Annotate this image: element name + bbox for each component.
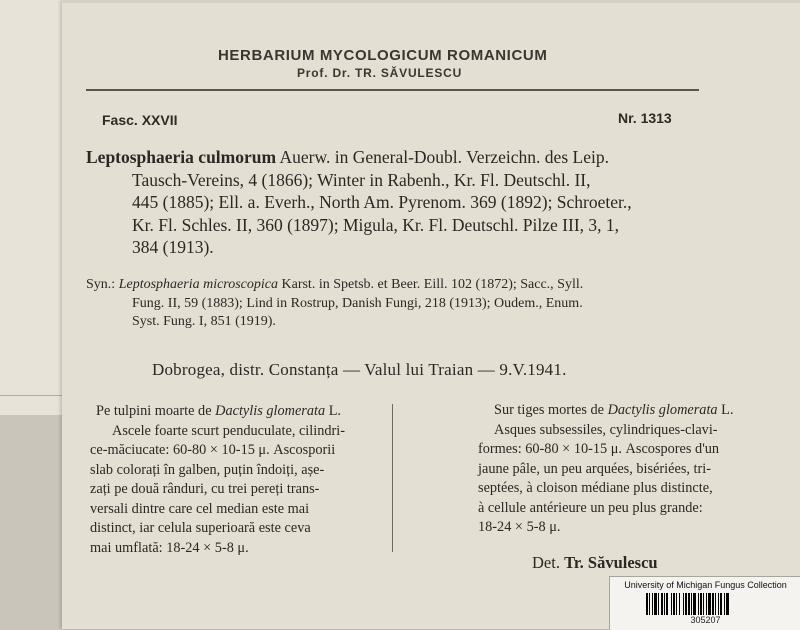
determiner-prefix: Det.: [532, 553, 565, 572]
fr-line-1: [432, 401, 733, 421]
barcode-bar: [688, 593, 690, 615]
header-rule: [86, 89, 699, 91]
fr-line-5: septées, à cloison médiane plus distincte,: [478, 480, 713, 496]
fascicle-number: Fasc. XXVII: [102, 112, 178, 128]
background-sheet: [0, 0, 63, 415]
barcode-bar: [666, 593, 668, 615]
citation-line-1: [86, 146, 704, 169]
fr-line-4: jaune pâle, un peu arquées, bisériées, tri-: [478, 460, 712, 477]
barcode-bar: [673, 593, 675, 615]
fr-line-3: formes: 60-80 × 10-15 μ. Ascospores d'un: [478, 441, 720, 457]
synonym-line-1: [86, 276, 706, 295]
barcode-bar: [652, 593, 653, 615]
citation-text: Auerw. in General-Doubl. Verzeichn. des Leip.: [276, 147, 609, 167]
barcode-bar: [708, 593, 711, 615]
determiner: [532, 553, 658, 573]
ro-line-5: zați pe două rânduri, cu trei pereți trans-: [90, 481, 320, 497]
label-top-edge: [62, 0, 800, 3]
column-divider: [392, 404, 393, 552]
barcode-title: University of Michigan Fungus Collection: [624, 580, 787, 590]
collection-locality: Dobrogea, distr. Constanța — Valul lui Traian — 9.V.1941.: [152, 360, 567, 379]
fr-line-6: à cellule antérieure un peu plus grande:: [478, 499, 703, 516]
barcode-bar: [683, 593, 684, 615]
barcode-bar: [720, 593, 722, 615]
barcode-bar: [712, 593, 714, 615]
barcode-bar: [700, 593, 702, 615]
barcode-bar: [671, 593, 672, 615]
ro-line-4: slab colorați în galben, puțin îndoiți, așe-: [90, 461, 325, 478]
barcode-bar: [654, 593, 657, 615]
ro-line-2: Ascele foarte scurt penduculate, cilindri-: [112, 422, 346, 439]
determiner-name: Tr. Săvulescu: [564, 553, 658, 572]
barcode-bar: [664, 593, 665, 615]
ro-line-6: versali dintre care cel median este mai: [90, 500, 310, 517]
ro-line-1: [96, 402, 345, 422]
barcode-bar: [724, 593, 725, 615]
herbarium-subtitle: Prof. Dr. TR. SĂVULESCU: [297, 66, 463, 80]
barcode-bar: [658, 593, 659, 615]
barcode-bar: [715, 593, 716, 615]
citation-line-5: 384 (1913).: [132, 237, 214, 257]
barcode-bar: [693, 593, 696, 615]
barcode-bar: [691, 593, 692, 615]
citation-line-4: Kr. Fl. Schles. II, 360 (1897); Migula, Kr. Fl. Deutschl. Pilze III, 3, 1,: [132, 214, 620, 235]
ro-host-name: Dactylis glomerata: [215, 403, 326, 419]
synonym-name: Leptosphaeria microscopica: [118, 277, 278, 292]
fr-host-prefix: Sur tiges mortes de: [494, 402, 608, 418]
barcode-bar: [698, 593, 699, 615]
french-description: [432, 401, 733, 538]
fr-host-name: Dactylis glomerata: [607, 402, 718, 418]
barcode-label: [609, 576, 800, 630]
fr-line-7: 18-24 × 5-8 μ.: [478, 519, 561, 535]
barcode-bar: [649, 593, 650, 615]
synonym-line-2: Fung. II, 59 (1883); Lind in Rostrup, Danish Fungi, 218 (1913); Oudem., Enum.: [132, 295, 583, 311]
barcode-bar: [661, 593, 663, 615]
ro-host-prefix: Pe tulpini moarte de: [96, 403, 216, 419]
synonym-line-3: Syst. Fung. I, 851 (1919).: [132, 314, 276, 329]
synonym-prefix: Syn.:: [86, 277, 116, 292]
fr-line-2: Asques subsessiles, cylindriques-clavi-: [494, 421, 718, 438]
barcode-bar: [646, 593, 648, 615]
fr-host-author: L.: [717, 402, 734, 418]
barcode-bar: [706, 593, 707, 615]
barcode-bar: [726, 593, 729, 615]
ro-line-8: mai umflată: 18-24 × 5-8 μ.: [90, 539, 249, 556]
citation-line-3: 445 (1885); Ell. a. Everh., North Am. Pyrenom. 369 (1892); Schroeter.,: [132, 192, 632, 212]
barcode-bar: [718, 593, 719, 615]
barcode-bar: [679, 593, 680, 615]
herbarium-title: HERBARIUM MYCOLOGICUM ROMANICUM: [218, 47, 548, 64]
barcode-number: 305207: [690, 615, 721, 625]
sheet-edge: [0, 395, 62, 396]
ro-line-3: ce-măciucate: 60-80 × 10-15 μ. Ascosporii: [90, 442, 336, 458]
barcode-bar: [676, 593, 677, 615]
synonym-text: Karst. in Spetsb. et Beer. Eill. 102 (1872); Sacc., Syll.: [278, 277, 584, 292]
romanian-description: [90, 402, 346, 558]
species-citation: [86, 146, 704, 259]
species-name: Leptosphaeria culmorum: [86, 147, 277, 167]
specimen-number: Nr. 1313: [618, 110, 672, 126]
barcode-bar: [685, 593, 687, 615]
citation-line-2: Tausch-Vereins, 4 (1866); Winter in Rabenh., Kr. Fl. Deutschl. II,: [132, 169, 591, 190]
ro-line-7: distinct, iar celula superioară este ceva: [90, 520, 311, 536]
synonym-block: [86, 276, 706, 332]
barcode-bar: [703, 593, 704, 615]
barcode-bars: [646, 593, 768, 615]
ro-host-author: L.: [325, 403, 342, 419]
